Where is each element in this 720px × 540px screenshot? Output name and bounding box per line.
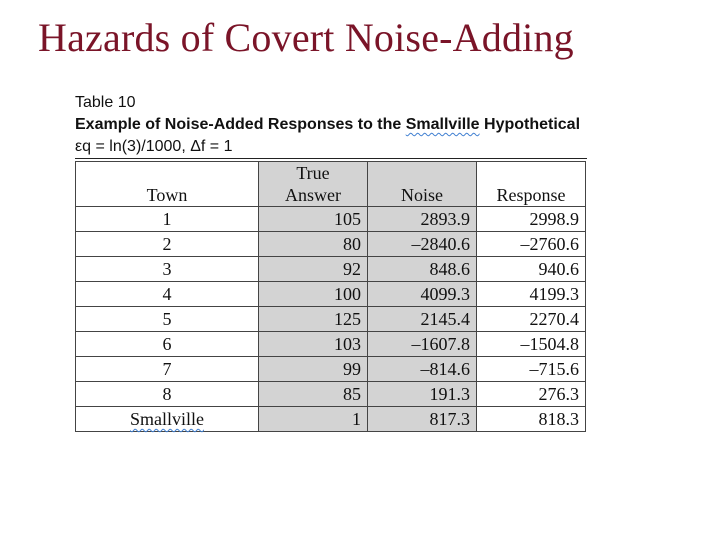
table-formula: εq = ln(3)/1000, Δf = 1: [75, 136, 587, 159]
cell-true-answer: 125: [259, 307, 368, 332]
cell-response: –715.6: [477, 357, 586, 382]
cell-town: 8: [76, 382, 259, 407]
cell-response: 940.6: [477, 257, 586, 282]
table-row: [76, 207, 586, 232]
table-row: [76, 382, 586, 407]
table-row: [76, 332, 586, 357]
table-row: [76, 407, 586, 432]
caption-prefix: Example of Noise-Added Responses to the: [75, 116, 406, 133]
table-row: [76, 307, 586, 332]
caption-place: Smallville: [405, 116, 480, 133]
cell-response: 818.3: [477, 407, 586, 432]
table-row: [76, 282, 586, 307]
cell-noise: 848.6: [368, 257, 477, 282]
table-body: [76, 207, 586, 432]
cell-true-answer: 100: [259, 282, 368, 307]
cell-town: 6: [76, 332, 259, 357]
cell-true-answer: 103: [259, 332, 368, 357]
table-caption: [75, 114, 635, 136]
cell-noise: –814.6: [368, 357, 477, 382]
header-response: Response: [477, 162, 586, 207]
caption-suffix: Hypothetical: [479, 116, 581, 133]
cell-town: 5: [76, 307, 259, 332]
header-row: [76, 162, 586, 207]
table-row: [76, 232, 586, 257]
cell-town: 2: [76, 232, 259, 257]
header-true-answer: [259, 162, 368, 207]
cell-true-answer: 105: [259, 207, 368, 232]
cell-response: –2760.6: [477, 232, 586, 257]
cell-noise: 191.3: [368, 382, 477, 407]
cell-response: 276.3: [477, 382, 586, 407]
header-town: Town: [76, 162, 259, 207]
header-noise: Noise: [368, 162, 477, 207]
header-true-answer-line1: True: [296, 163, 330, 183]
slide-title: Hazards of Covert Noise-Adding: [38, 15, 574, 60]
noise-table: [75, 161, 586, 432]
cell-true-answer: 92: [259, 257, 368, 282]
cell-noise: 2893.9: [368, 207, 477, 232]
cell-town: 4: [76, 282, 259, 307]
table-block: [75, 92, 635, 432]
table-row: [76, 357, 586, 382]
cell-noise: 4099.3: [368, 282, 477, 307]
table-row: [76, 257, 586, 282]
cell-true-answer: 85: [259, 382, 368, 407]
cell-town: 1: [76, 207, 259, 232]
cell-response: 2270.4: [477, 307, 586, 332]
cell-noise: 2145.4: [368, 307, 477, 332]
cell-noise: –1607.8: [368, 332, 477, 357]
cell-town: Smallville: [76, 407, 259, 432]
cell-true-answer: 80: [259, 232, 368, 257]
header-true-answer-line2: Answer: [285, 185, 341, 205]
cell-response: 4199.3: [477, 282, 586, 307]
cell-town: 3: [76, 257, 259, 282]
table-number: Table 10: [75, 94, 136, 111]
cell-response: –1504.8: [477, 332, 586, 357]
cell-noise: –2840.6: [368, 232, 477, 257]
cell-noise: 817.3: [368, 407, 477, 432]
cell-true-answer: 99: [259, 357, 368, 382]
cell-true-answer: 1: [259, 407, 368, 432]
cell-town: 7: [76, 357, 259, 382]
cell-response: 2998.9: [477, 207, 586, 232]
